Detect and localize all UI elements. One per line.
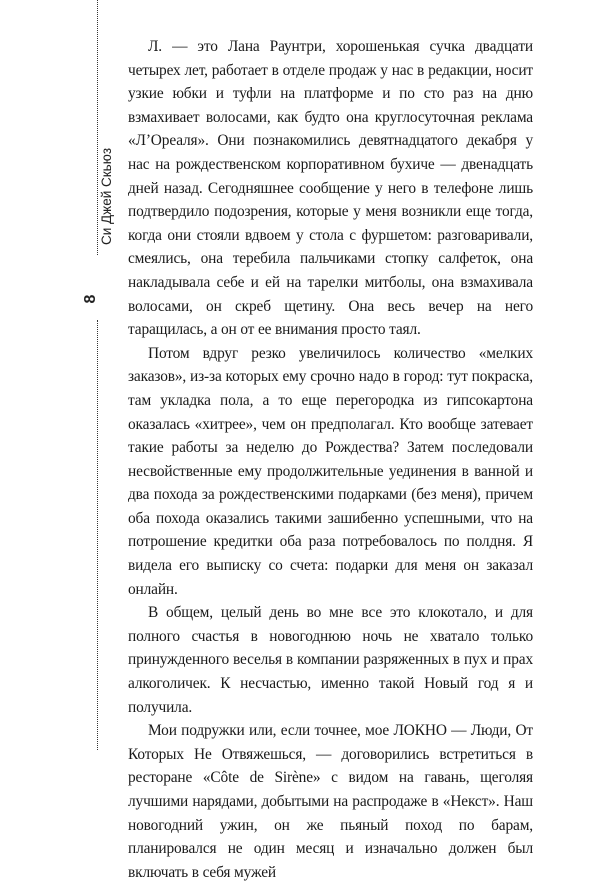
paragraph: Потом вдруг резко увеличилось количество «мелких заказов», из-за которых ему срочно надо в город: тут покраска, там укладка пола, а то еще перегородка из гипсокартона оказалась «хитрее», чем он предполагал. Кто вообще затевает такие работы за неделю до Рождества? Затем последовали несвойственные ему продолжительные уединения в ванной и два похода за рождественскими подарками (без меня), причем оба похода оказались такими зашибенно успешными, что на потрошение кредитки оба раза потребовалось по полдня. Я видела его выписку со счета: подарки для меня он заказал онлайн. [128, 344, 533, 598]
paragraph: В общем, целый день во мне все это клокотало, и для полного счастья в новогоднюю ночь не хватало только принужденного веселья в компании разряженных в пух и прах алкоголичек. К несчастью, именно такой Новый год я и получила. [128, 604, 533, 716]
page-margin [0, 0, 114, 750]
running-head-author: Си Джей Скьюз [99, 147, 114, 245]
dotted-margin-rule-bottom [97, 320, 98, 750]
paragraph: Л. — это Лана Раунтри, хорошенькая сучка двадцати четырех лет, работает в отделе продаж у нас в редакции, носит узкие юбки и туфли на платформе и по сто раз на дню взмахивает волосами, как будто она круглосуточная реклама «Л’Ореаля». Они познакомились девятнадцатого декабря у нас на рождественском корпоративном бухиче — двенадцать дней назад. Сегодняшнее сообщение у него в телефоне лишь подтвердило подозрения, которые у меня возникли еще тогда, когда они стояли вдвоем у стола с фуршетом: разговаривали, смеялись, она теребила пальчиками стопку салфеток, она накладывала себе и ей на тарелки митболы, она взмахивала волосами, он скреб щетину. Она весь вечер на него таращилась, а он от ее внимания просто таял. [128, 38, 533, 339]
body-text [128, 35, 533, 884]
paragraph: Мои подружки или, если точнее, мое ЛОКНО — Люди, От Которых Не Отвяжешься, — договорились встретиться в ресторане «Côte de Sirène» с видом на гавань, щеголяя лучшими нарядами, добытыми на распродаже в «Некст». Наш новогодний ужин, он же пьяный поход по барам, планировался не один месяц и изначально должен был включать в себя мужей [128, 722, 533, 881]
page-number: 8 [82, 294, 99, 304]
